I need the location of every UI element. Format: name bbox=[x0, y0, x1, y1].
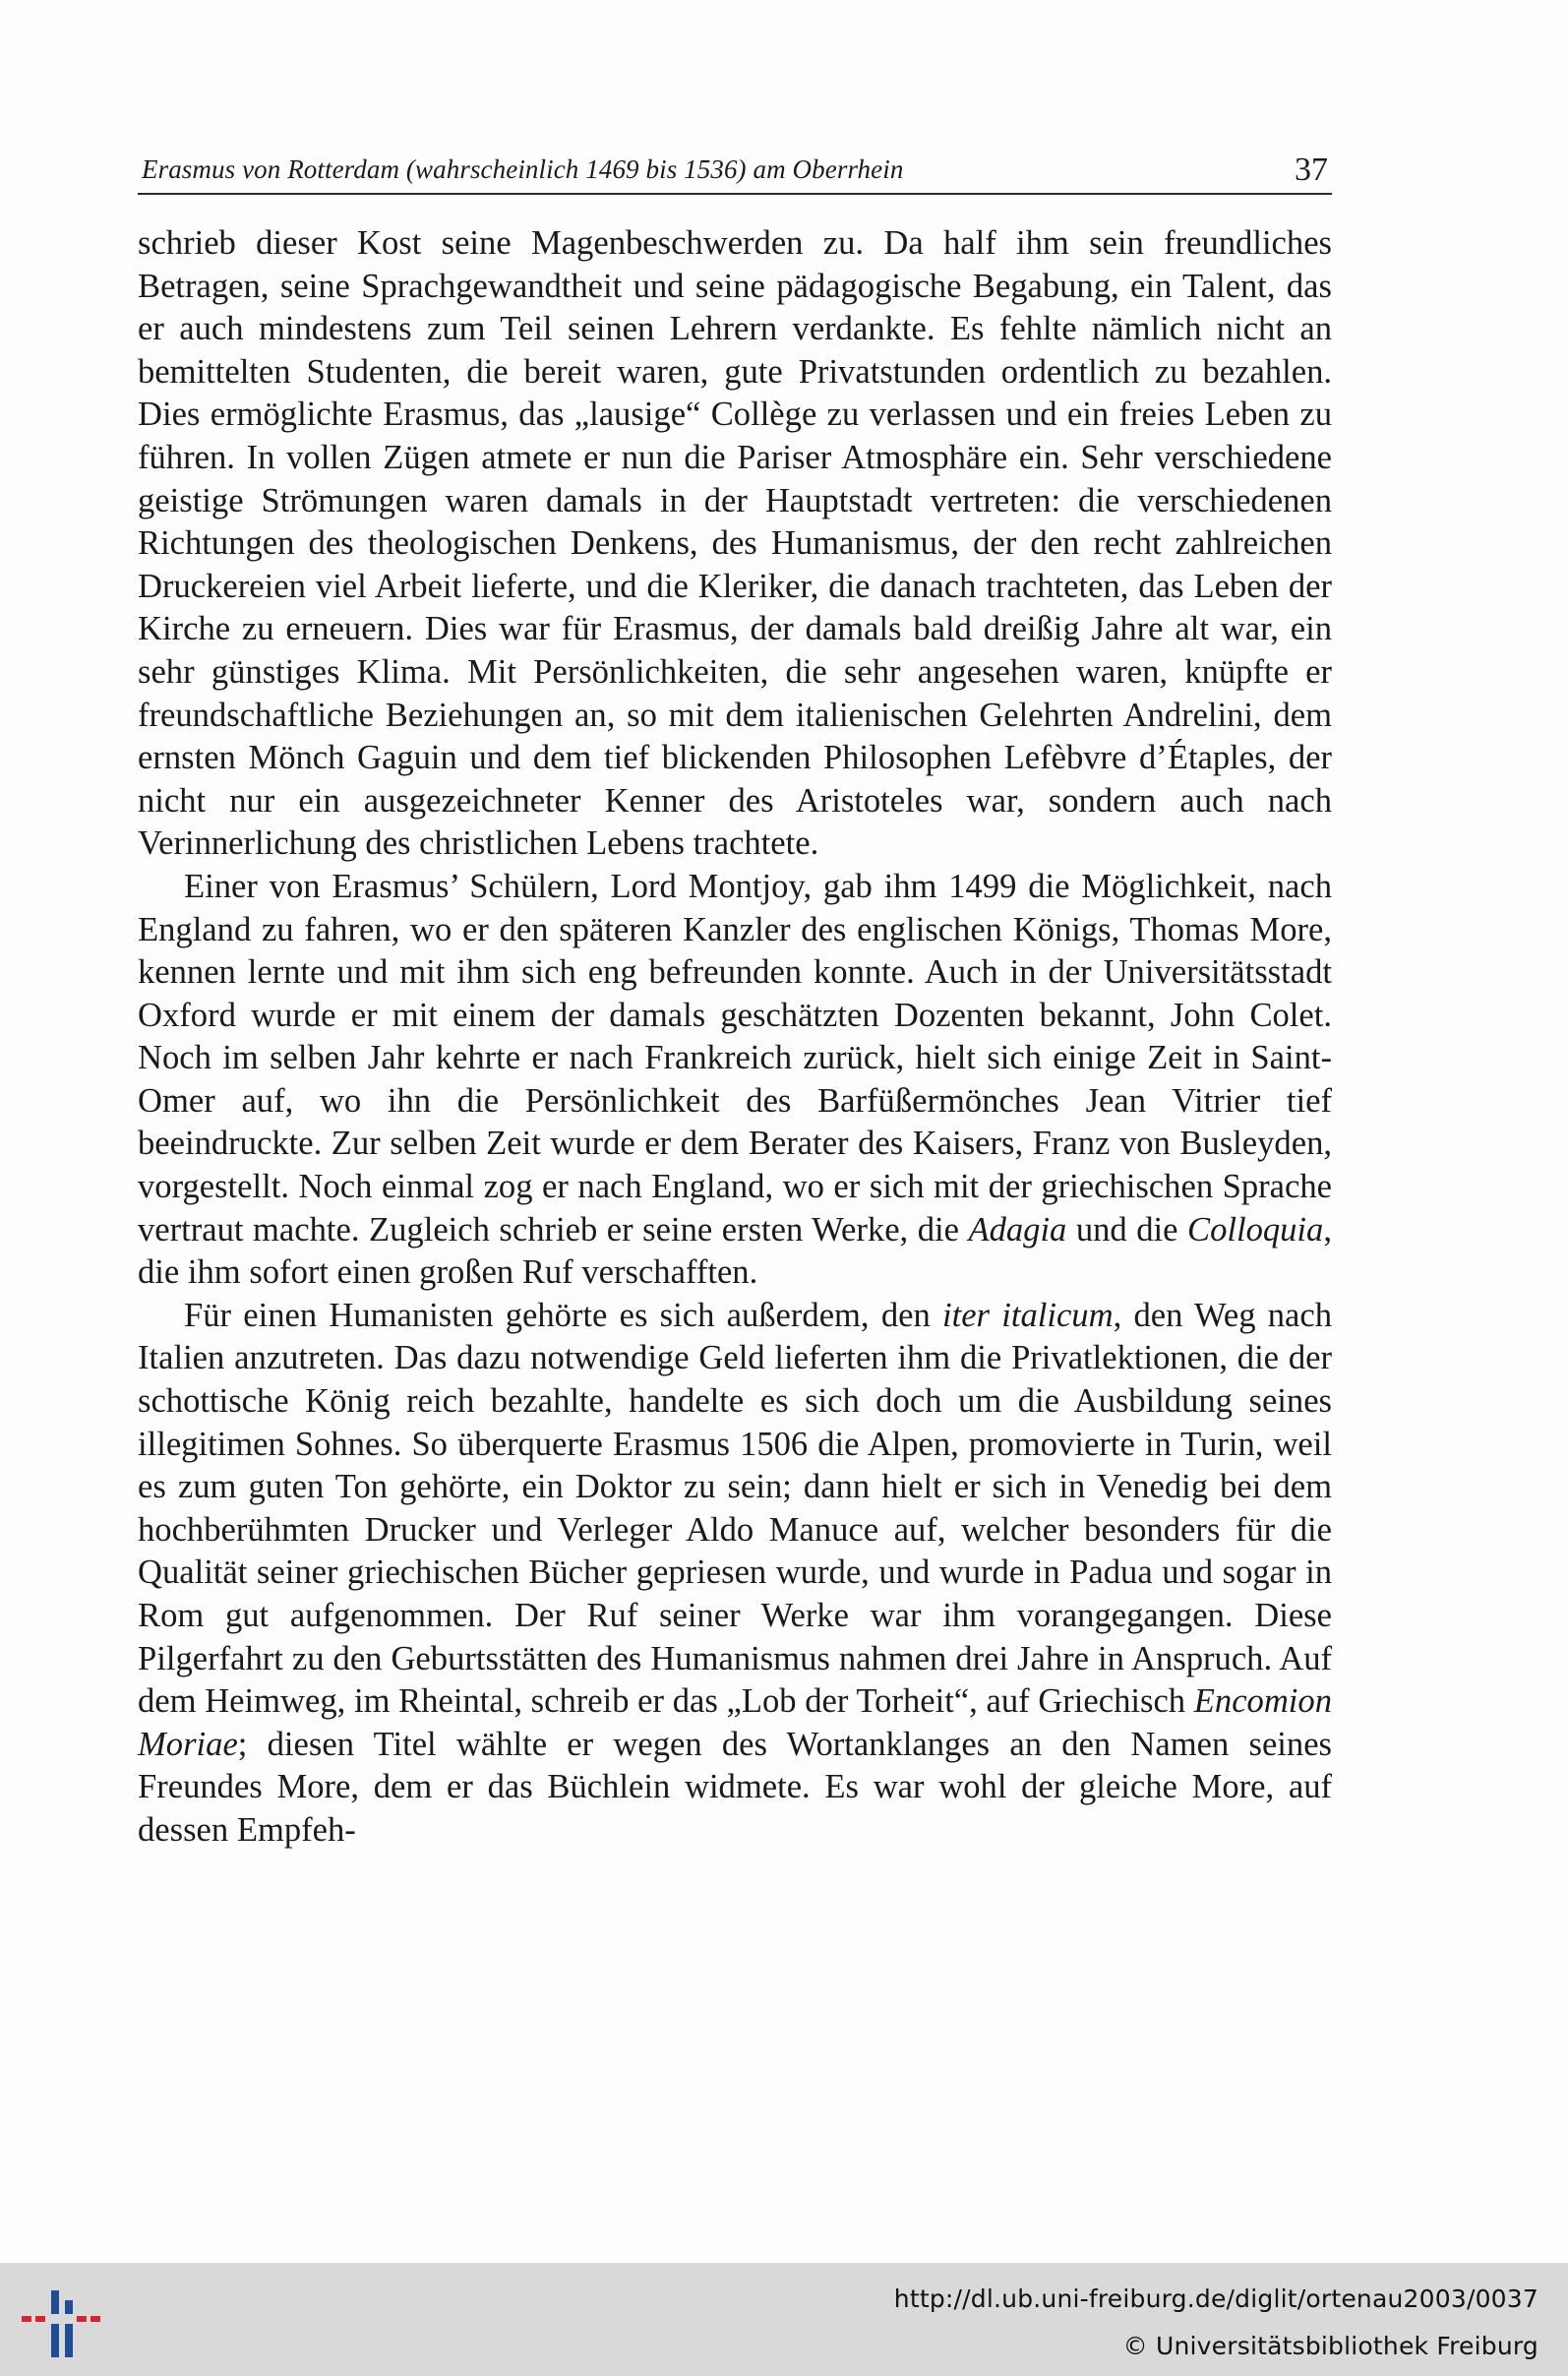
term-iter-italicum: iter italicum bbox=[941, 1296, 1114, 1334]
footer-bar bbox=[0, 2263, 1568, 2376]
title-adagia: Adagia bbox=[968, 1210, 1067, 1249]
page-number: 37 bbox=[1295, 152, 1328, 188]
paragraph-2-text-c: , die ihm sofort einen großen Ruf verschafften. bbox=[138, 1210, 1332, 1292]
running-header bbox=[138, 146, 1332, 195]
paragraph-3-text-c: ; diesen Titel wählte er wegen des Wortanklanges an den Namen seines Freundes More, dem er das Büchlein widmete. Es war wohl der gleiche More, auf dessen Empfeh- bbox=[138, 1725, 1332, 1849]
copyright-notice: © Universitätsbibliothek Freiburg bbox=[1122, 2332, 1538, 2360]
title-encomion-moriae: Encomion Moriae bbox=[138, 1682, 1332, 1763]
paragraph-3-text-a: Für einen Humanisten gehörte es sich außerdem, den bbox=[184, 1296, 942, 1334]
body-text bbox=[138, 222, 1332, 1853]
paragraph-2-text-b: und die bbox=[1066, 1210, 1187, 1249]
paragraph-3-text-b: , den Weg nach Italien anzutreten. Das dazu notwendige Geld lieferten ihm die Privatlektionen, die der schottische König reich bezahlte, handelte es sich doch um die Ausbildung seines illegitimen Sohnes. So überquerte Erasmus 1506 die Alpen, promovierte in Turin, weil es zum guten Ton gehörte, ein Doktor zu sein; dann hielt er sich in Venedig bei dem hochberühmten Drucker und Verleger Aldo Manuce auf, welcher besonders für die Qualität seiner griechischen Bücher gepriesen wurde, und wurde in Padua und sogar in Rom gut aufgenommen. Der Ruf seiner Werke war ihm vorangegangen. Diese Pilgerfahrt zu den Geburtsstätten des Humanismus nahmen drei Jahre in Anspruch. Auf dem Heimweg, im Rheintal, schreib er das „Lob der Torheit“, auf Griechisch bbox=[138, 1296, 1332, 1721]
title-colloquia: Colloquia bbox=[1187, 1210, 1324, 1249]
paragraph-2 bbox=[138, 866, 1332, 1295]
running-title: Erasmus von Rotterdam (wahrscheinlich 1469 bis 1536) am Oberrhein bbox=[142, 154, 904, 184]
permalink-url[interactable]: http://dl.ub.uni-freiburg.de/diglit/ortenau2003/0037 bbox=[893, 2285, 1538, 2313]
paragraph-3 bbox=[138, 1295, 1332, 1853]
paragraph-2-text-a: Einer von Erasmus’ Schülern, Lord Montjoy, gab ihm 1499 die Möglichkeit, nach England zu fahren, wo er den späteren Kanzler des englischen Königs, Thomas More, kennen lernte und mit ihm sich eng befreunden konnte. Auch in der Universitätsstadt Oxford wurde er mit einem der damals geschätzten Dozenten bekannt, John Colet. Noch im selben Jahr kehrte er nach Frankreich zurück, hielt sich einige Zeit in Saint-Omer auf, wo ihn die Persönlichkeit des Barfüßermönches Jean Vitrier tief beeindruckte. Zur selben Zeit wurde er dem Berater des Kaisers, Franz von Busleyden, vorgestellt. Noch einmal zog er nach England, wo er sich mit der griechischen Sprache vertraut machte. Zugleich schrieb er seine ersten Werke, die bbox=[138, 867, 1332, 1249]
paragraph-1-text: schrieb dieser Kost seine Magenbeschwerden zu. Da half ihm sein freundliches Betragen, seine Sprachgewandtheit und seine pädagogische Begabung, ein Talent, das er auch mindestens zum Teil seinen Lehrern verdankte. Es fehlte nämlich nicht an bemittelten Studenten, die bereit waren, gute Privatstunden ordentlich zu bezahlen. Dies ermöglichte Erasmus, das „lausige“ Collège zu verlassen und ein freies Leben zu führen. In vollen Zügen atmete er nun die Pariser Atmosphäre ein. Sehr verschiedene geistige Strömungen waren damals in der Hauptstadt vertreten: die verschiedenen Richtungen des theologischen Denkens, des Humanismus, der den recht zahlreichen Druckereien viel Arbeit lieferte, und die Kleriker, die danach trachteten, das Leben der Kirche zu erneuern. Dies war für Erasmus, der damals bald dreißig Jahre alt war, ein sehr günstiges Klima. Mit Persönlichkeiten, die sehr angesehen waren, knüpfte er freundschaftliche Beziehungen an, so mit dem italienischen Gelehrten Andrelini, dem ernsten Mönch Gaguin und dem tief blickenden Philosophen Lefèbvre d’Étaples, der nicht nur ein ausgezeichneter Kenner des Aristoteles war, sondern auch nach Verinnerlichung des christlichen Lebens trachtete. bbox=[138, 224, 1332, 863]
paragraph-1 bbox=[138, 222, 1332, 866]
ub-freiburg-logo-icon bbox=[22, 2281, 100, 2359]
